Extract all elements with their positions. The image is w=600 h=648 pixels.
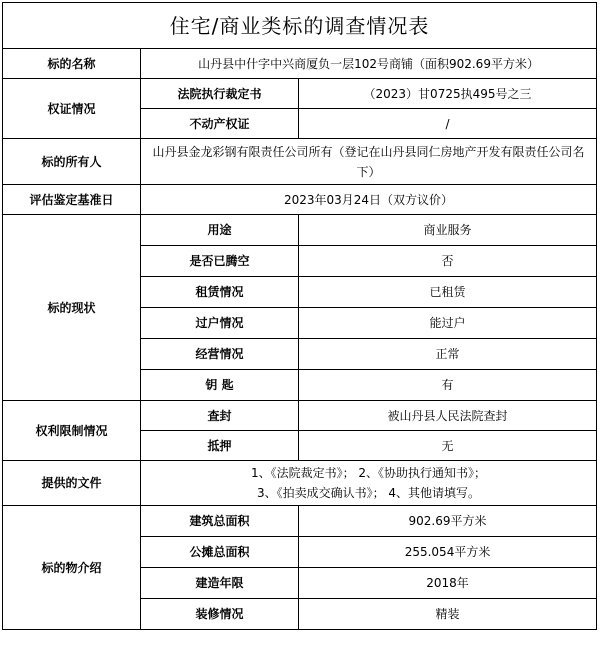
restriction-item-label: 抵押 <box>141 431 299 461</box>
status-item-label: 是否已腾空 <box>141 246 299 277</box>
page-title: 住宅/商业类标的调查情况表 <box>3 3 597 49</box>
property-cert-label: 不动产权证 <box>141 109 299 139</box>
owner-value: 山丹县金龙彩钢有限责任公司所有（登记在山丹县同仁房地产开发有限责任公司名下） <box>141 139 597 185</box>
ownership-label: 权证情况 <box>3 79 141 139</box>
court-ruling-label: 法院执行裁定书 <box>141 79 299 109</box>
description-item-label: 公摊总面积 <box>141 537 299 568</box>
court-ruling-value: （2023）甘0725执495号之三 <box>299 79 597 109</box>
status-item-label: 用途 <box>141 215 299 246</box>
restriction-item-value: 被山丹县人民法院查封 <box>299 401 597 431</box>
owner-label: 标的所有人 <box>3 139 141 185</box>
status-item-value: 正常 <box>299 339 597 370</box>
documents-line: 3、《拍卖成交确认书》； 4、其他请填写。 <box>256 486 481 500</box>
description-item-value: 902.69平方米 <box>299 506 597 537</box>
restriction-row <box>3 401 597 431</box>
court-ruling-row <box>3 79 597 109</box>
survey-form <box>2 2 596 630</box>
description-item-label: 建造年限 <box>141 568 299 599</box>
status-item-value: 否 <box>299 246 597 277</box>
description-item-label: 装修情况 <box>141 599 299 630</box>
description-label: 标的物介绍 <box>3 506 141 630</box>
status-item-value: 商业服务 <box>299 215 597 246</box>
documents-row <box>3 461 597 506</box>
documents-label: 提供的文件 <box>3 461 141 506</box>
survey-table <box>2 2 597 630</box>
description-item-value: 255.054平方米 <box>299 537 597 568</box>
valuation-date-label: 评估鉴定基准日 <box>3 185 141 215</box>
restriction-item-value: 无 <box>299 431 597 461</box>
status-item-label: 租赁情况 <box>141 277 299 308</box>
restrictions-label: 权利限制情况 <box>3 401 141 461</box>
target-name-label: 标的名称 <box>3 49 141 79</box>
status-item-label: 钥 匙 <box>141 370 299 401</box>
status-row <box>3 215 597 246</box>
status-item-value: 已租赁 <box>299 277 597 308</box>
status-item-label: 过户情况 <box>141 308 299 339</box>
status-label: 标的现状 <box>3 215 141 401</box>
description-item-value: 精装 <box>299 599 597 630</box>
restriction-item-label: 查封 <box>141 401 299 431</box>
status-item-value: 有 <box>299 370 597 401</box>
description-item-value: 2018年 <box>299 568 597 599</box>
documents-value <box>141 461 597 506</box>
title-row <box>3 3 597 49</box>
valuation-date-value: 2023年03月24日（双方议价） <box>141 185 597 215</box>
status-item-value: 能过户 <box>299 308 597 339</box>
owner-row <box>3 139 597 185</box>
property-cert-value: / <box>299 109 597 139</box>
target-name-value: 山丹县中什字中兴商厦负一层102号商铺（面积902.69平方米） <box>141 49 597 79</box>
description-item-label: 建筑总面积 <box>141 506 299 537</box>
status-item-label: 经营情况 <box>141 339 299 370</box>
documents-line: 1、《法院裁定书》； 2、《协助执行通知书》； <box>250 466 487 480</box>
target-name-row <box>3 49 597 79</box>
valuation-date-row <box>3 185 597 215</box>
description-row <box>3 506 597 537</box>
